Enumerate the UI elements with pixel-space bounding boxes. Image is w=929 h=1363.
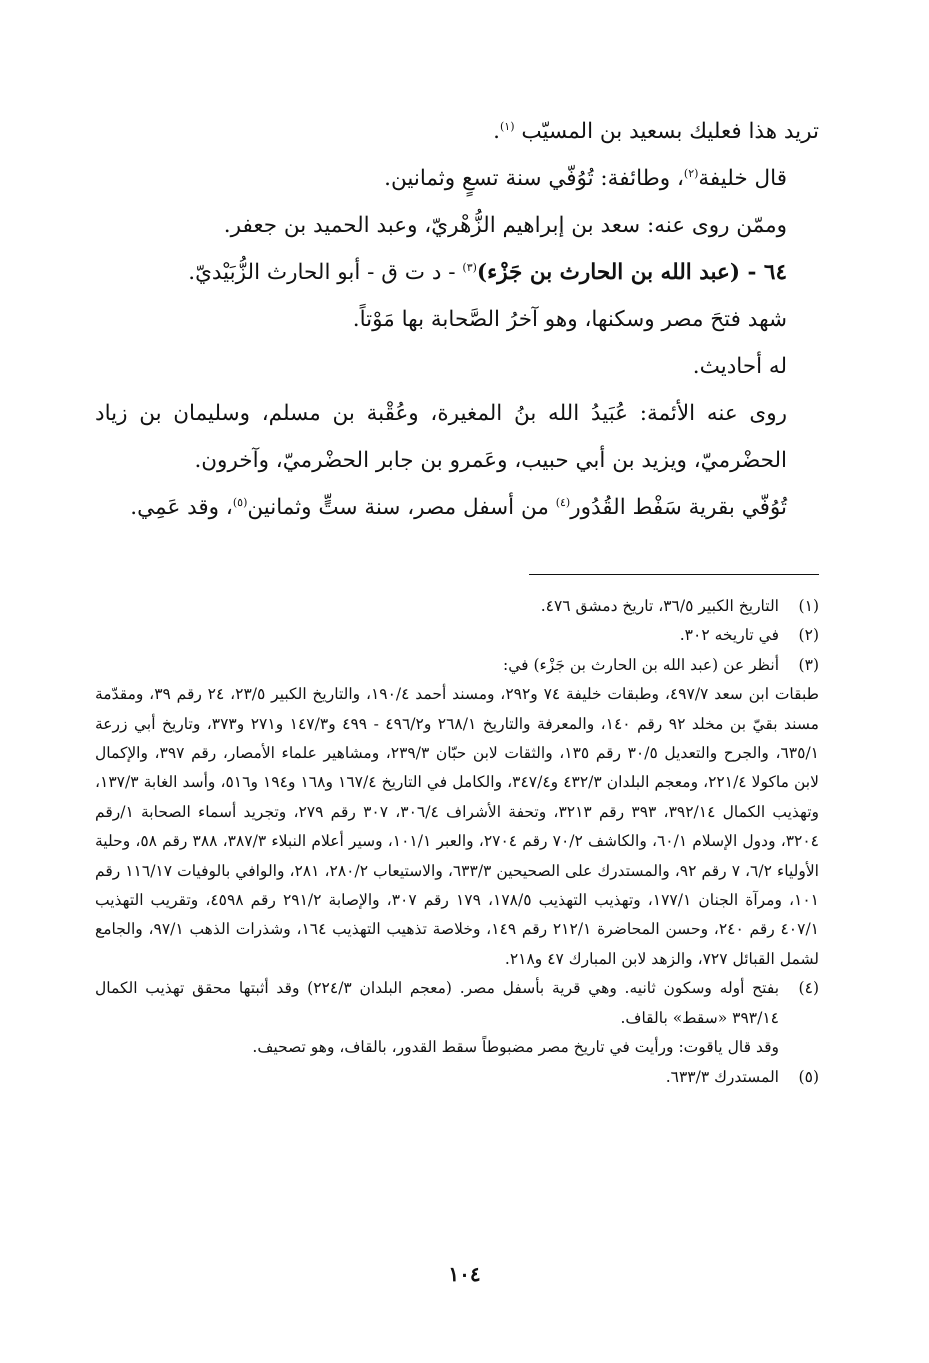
text-segment: تُوُفّي بقرية سَفْط القُدُور <box>570 495 787 520</box>
footnote-ref[interactable]: (٥) <box>232 495 248 509</box>
footnote-text: بفتح أوله وسكون ثانيه. وهي قرية بأسفل مصر. (معجم البلدان ٢٢٤/٣) وقد أثبتها محقق تهذيب الكمال ٣٩٣/١٤ «سقط» بالقاف. <box>95 979 780 1027</box>
text-line <box>95 108 819 155</box>
footnote-text: التاريخ الكبير ٣٦/٥، تاريخ دمشق ٤٧٦. <box>540 597 779 615</box>
text-segment: تريد هذا فعليك بسعيد بن المسيّب <box>521 119 819 144</box>
text-line: وممّن روى عنه: سعد بن إبراهيم الزُّهْريّ، وعبد الحميد بن جعفر. <box>223 213 787 238</box>
text-segment: من أسفل مصر، سنة ستٍّ وثمانين <box>247 495 556 520</box>
footnote <box>95 1063 819 1092</box>
footnote-text: في تاريخه ٣٠٢. <box>679 626 779 645</box>
text-paragraph <box>95 484 819 531</box>
footnotes <box>95 592 819 1092</box>
footnote-number: (٤) <box>798 979 819 998</box>
text-segment: قال خليفة <box>698 166 787 191</box>
footnote-number: (٢) <box>798 626 819 645</box>
text-segment: ، وطائفة: تُوُفّي سنة تسعٍ وثمانين. <box>384 166 684 191</box>
text-segment: . <box>493 119 500 144</box>
entry-title: ٦٤ - (عبد الله بن الحارث بن جَزْء) <box>476 260 787 285</box>
footnote <box>95 592 819 621</box>
footnote-ref[interactable]: (٣) <box>462 260 477 274</box>
footnote-number: (٣) <box>798 655 819 674</box>
footnote-number: (٥) <box>798 1067 819 1086</box>
footnote-ref[interactable]: (٢) <box>683 166 699 180</box>
text-line <box>95 155 819 202</box>
main-text <box>95 108 819 531</box>
footnote <box>95 621 819 650</box>
text-segment: - د ت ق - أبو الحارث الزُّبَيْديّ. <box>188 260 463 285</box>
footnote-divider <box>529 574 819 575</box>
footnote-ref[interactable]: (١) <box>499 119 515 133</box>
footnote-ref[interactable]: (٤) <box>555 495 571 509</box>
footnote-text: وقد قال ياقوت: ورأيت في تاريخ مصر مضبوطاً سقط القدور، بالقاف، وهو تصحيف. <box>252 1038 779 1057</box>
page-number: ١٠٤ <box>448 1262 481 1286</box>
footnote-text: المستدرك ٦٣٣/٣. <box>665 1067 779 1086</box>
text-paragraph: روى عنه الأئمة: عُبَيدُ الله بنُ المغيرة، وعُقْبة بن مسلم، وسليمان بن زياد الحضْرميّ، ويزيد بن أبي حبيب، وعَمرو بن جابر الحضْرميّ، وآخرون. <box>95 401 787 473</box>
footnote-text: أنظر عن (عبد الله بن الحارث بن جَزْء) في: <box>502 655 779 674</box>
footnote-number: (١) <box>798 597 819 615</box>
entry-heading <box>95 249 819 296</box>
footnote <box>95 974 819 1033</box>
footnote <box>95 651 819 680</box>
text-line: له أحاديث. <box>692 354 787 379</box>
text-segment: ، وقد عَمِي. <box>130 495 233 520</box>
footnote-references: طبقات ابن سعد ٤٩٧/٧، وطبقات خليفة ٧٤ و٢٩٢، ومسند أحمد ١٩٠/٤، والتاريخ الكبير ٢٣/٥، ٢٤ رقم ٣٩، ومقدّمة مسند بقيّ بن مخلد ٩٢ رقم ١٤٠، والمعرفة والتاريخ ٢٦٨/١ و٤٩٦/٢ - ٤٩٩ و١٤٧/٣ و٢٧١ و٣٧٣، وتاريخ أبي زرعة ٦٣٥/١، والجرح والتعديل ٣٠/٥ رقم ١٣٥، والثقات لابن حبّان ٢٣٩/٣، ومشاهير علماء الأمصار، رقم ٣٩٧، والإكمال لابن ماكولا ٢٢١/٤، ومعجم البلدان ٤٣٢/٣ و٣٤٧/٤، والكامل في التاريخ ١٦٧/٤ و١٦٨ و١٩٤ و٥١٦، وأسد الغابة ١٣٧/٣، وتهذيب الكمال ٣٩٢/١٤، ٣٩٣ رقم ٣٢١٣، وتحفة الأشراف ٣٠٦/٤، ٣٠٧ رقم ٢٧٩، وتجريد أسماء الصحابة ١/رقم ٣٢٠٤، ودول الإسلام ٦٠/١، والكاشف ٧٠/٢ رقم ٢٧٠٤، والعبر ١٠١/١، وسير أعلام النبلاء ٣٨٧/٣، ٣٨٨ رقم ٥٨، وحلية الأولياء ٦/٢، ٧ رقم ٩٢، والمستدرك على الصحيحين ٦٣٣/٣، والاستيعاب ٢٨٠/٢، ٢٨١، والوافي بالوفيات ١١٦/١٧ رقم ١٠١، ومرآة الجنان ١٧٧/١، وتهذيب التهذيب ١٧٨/٥، ١٧٩ رقم ٣٠٧، والإصابة ٢٩١/٢ رقم ٤٥٩٨، وتقريب التهذيب ٤٠٧/١ رقم ٢٤٠، وحسن المحاضرة ٢١٢/١ رقم ١٤٩، وخلاصة تذهيب التهذيب ١٦٤، وشذرات الذهب ٩٧/١، والجامع لشمل القبائل ٧٢٧، والزهد لابن المبارك ٤٧ و٢١٨. <box>95 685 820 968</box>
text-line: شهد فتحَ مصر وسكنها، وهو آخرُ الصَّحابة بها مَوْتاً. <box>352 307 787 332</box>
